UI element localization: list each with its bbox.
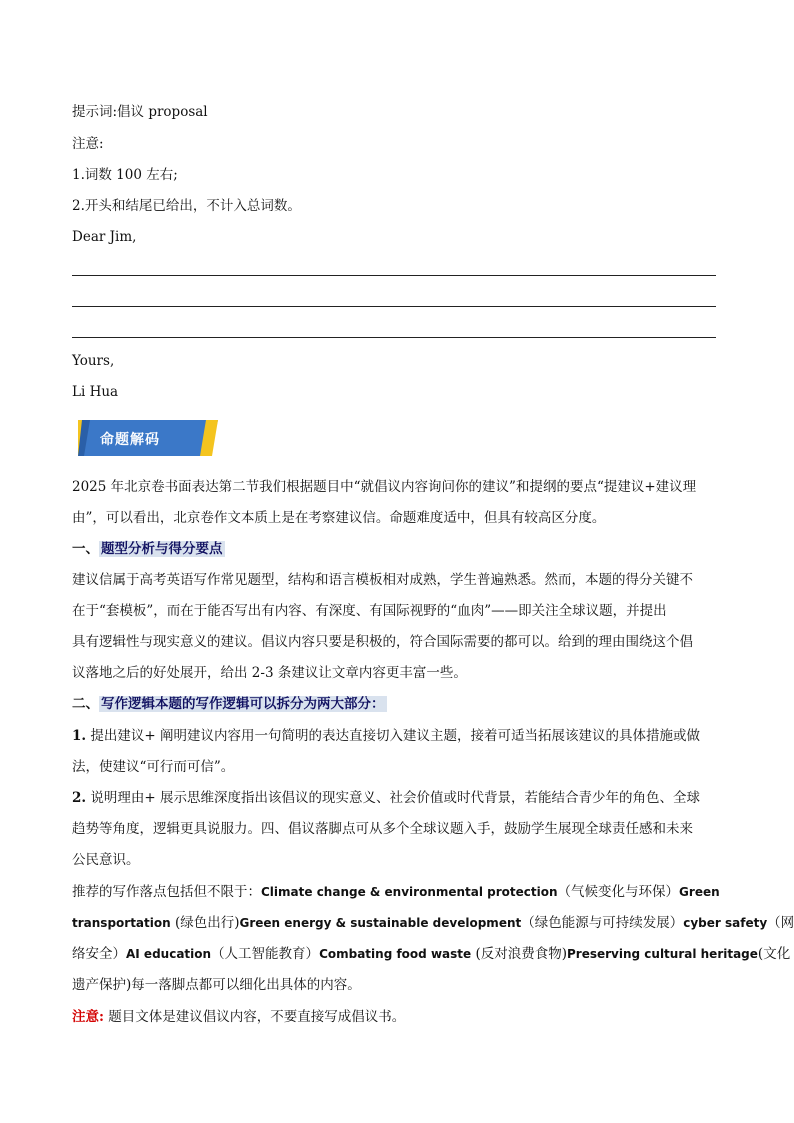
recommend-topic-energy: Green energy & sustainable development: [239, 916, 522, 930]
banner-label: 命题解码: [100, 432, 160, 448]
recommend-topic-energy-cn: （绿色能源与可持续发展）: [521, 915, 684, 931]
note-item-1: 1.词数 100 左右;: [72, 167, 178, 183]
recommend-topic-cyber-cn-start: （网: [767, 915, 794, 931]
closing-yours: Yours,: [72, 353, 115, 369]
point1-text-1: 提出建议+ 阐明建议内容用一句简明的表达直接切入建议主题，接着可适当拓展该建议的具体措施或做: [86, 728, 700, 744]
section2-title: 写作逻辑本题的写作逻辑可以拆分为两大部分：: [101, 696, 385, 712]
section1-line-3: 具有逻辑性与现实意义的建议。倡议内容只要是积极的，符合国际需要的都可以。给到的理由围绕这个倡: [72, 634, 693, 650]
point1-line-1: [72, 728, 700, 744]
recommend-topic-ai-cn: （人工智能教育）: [211, 946, 320, 962]
recommend-line-2: [72, 915, 794, 931]
recommend-line-1: [72, 884, 720, 900]
recommend-topic-cyber-cn-end: 络安全）: [72, 946, 126, 962]
point2-text-1: 说明理由+ 展示思维深度指出该倡议的现实意义、社会价值或时代背景，若能结合青少年的角色、全球: [86, 790, 700, 806]
recommend-line-3: [72, 946, 790, 962]
recommend-topic-green: Green: [679, 885, 720, 899]
recommend-line-4: 遗产保护)每一落脚点都可以细化出具体的内容。: [72, 977, 361, 993]
recommend-topic-food-cn: (反对浪费食物): [471, 946, 567, 962]
section1-heading: [72, 541, 225, 557]
section1-number: 一、: [72, 541, 99, 557]
point1-line-2: 法，使建议“可行而可信”。: [72, 759, 235, 775]
recommend-topic-climate: Climate change & environmental protection: [261, 885, 558, 899]
final-note: [72, 1009, 405, 1025]
section-banner: [78, 420, 218, 456]
section1-line-4: 议落地之后的好处展开，给出 2-3 条建议让文章内容更丰富一些。: [72, 665, 467, 681]
recommend-topic-food: Combating food waste: [319, 947, 472, 961]
answer-line-1: [72, 275, 716, 276]
prompt-word: 提示词:倡议 proposal: [72, 104, 208, 120]
recommend-topic-ai: AI education: [126, 947, 212, 961]
recommend-topic-transport-cn: (绿色出行): [170, 915, 240, 931]
closing-name: Li Hua: [72, 384, 119, 400]
recommend-topic-heritage: Preserving cultural heritage: [566, 947, 758, 961]
recommend-topic-heritage-cn-start: (文化: [757, 946, 791, 962]
section1-line-2: 在于“套模板”，而在于能否写出有内容、有深度、有国际视野的“血肉”——即关注全球议题，并提出: [72, 603, 667, 619]
greeting: Dear Jim,: [72, 229, 137, 245]
recommend-topic-climate-cn: （气候变化与环保）: [557, 884, 680, 900]
answer-line-3: [72, 337, 716, 338]
section1-line-1: 建议信属于高考英语写作常见题型，结构和语言模板相对成熟，学生普遍熟悉。然而，本题的得分关键不: [72, 572, 693, 588]
intro-line-1: 2025 年北京卷书面表达第二节我们根据题目中“就倡议内容询问你的建议”和提纲的要点“提建议+建议理: [72, 479, 697, 495]
recommend-topic-transport: transportation: [72, 916, 171, 930]
final-note-label: 注意:: [72, 1009, 104, 1025]
section2-number: 二、: [72, 696, 99, 712]
final-note-text: 题目文体是建议倡议内容，不要直接写成倡议书。: [103, 1009, 406, 1025]
recommend-lead: 推荐的写作落点包括但不限于：: [72, 884, 261, 900]
recommend-topic-cyber: cyber safety: [683, 916, 768, 930]
point2-line-1: [72, 790, 700, 806]
note-item-2: 2.开头和结尾已给出，不计入总词数。: [72, 198, 301, 214]
intro-line-2: 由”，可以看出，北京卷作文本质上是在考察建议信。命题难度适中，但具有较高区分度。: [72, 510, 606, 526]
point2-line-2: 趋势等角度，逻辑更具说服力。四、倡议落脚点可从多个全球议题入手，鼓励学生展现全球责任感和未来: [72, 821, 693, 837]
point2-number: 2.: [72, 790, 87, 806]
point2-line-3: 公民意识。: [72, 852, 140, 868]
answer-line-2: [72, 306, 716, 307]
section1-title: 题型分析与得分要点: [101, 541, 223, 557]
point1-number: 1.: [72, 728, 87, 744]
section2-heading: [72, 696, 387, 712]
note-title: 注意:: [72, 136, 104, 152]
